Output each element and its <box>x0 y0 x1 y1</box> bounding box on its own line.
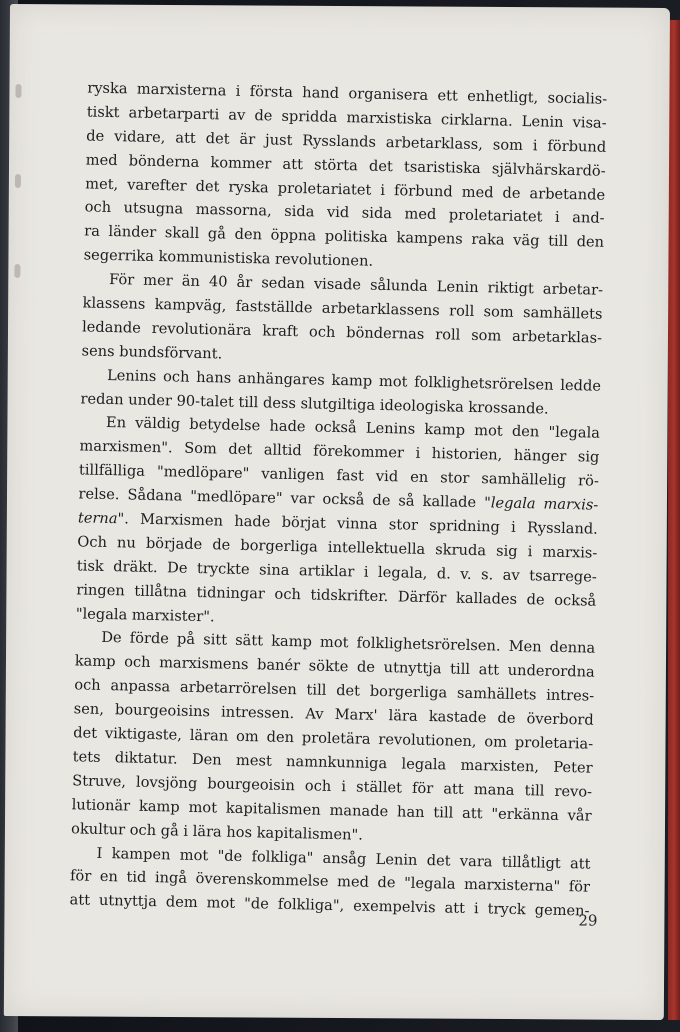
binding-hole <box>14 264 20 278</box>
text-line: med bönderna kommer att störta det tsaristiska självhärskardö- <box>85 151 606 180</box>
text-line: att utnyttja dem mot "de folkliga", exempelvis att i tryck gemen- <box>69 891 590 920</box>
text-line: ledande revolutionära kraft och böndernas roll som arbetarklas- <box>81 318 603 347</box>
text-line: ryska marxisterna i första hand organisera ett enhetligt, socialis- <box>87 79 608 108</box>
text-line: Struve, lovsjöng bourgeoisin och i stället för att mana till revo- <box>72 772 593 801</box>
page-sheet <box>4 4 670 1020</box>
text-line: tillfälliga "medlöpare" vanligen fast vid en stor samhällelig rö- <box>78 461 600 490</box>
text-line: sens bundsförvant. <box>81 342 223 363</box>
text-line: tiskt arbetarparti av de spridda marxistiska cirklarna. Lenin visa- <box>86 103 607 132</box>
text-line: Och nu började de borgerliga intellektuella skruda sig i marxis- <box>77 533 598 562</box>
text-line: och utsugna massorna, sida vid sida med proletariatet i and- <box>84 198 605 228</box>
text-line: relse. Sådana "medlöpare" var också de så kallade "legala marxis- <box>78 485 599 514</box>
binding-hole <box>15 174 21 188</box>
text-line: För mer än 40 år sedan visade sålunda Lenin riktigt arbetar- <box>108 271 604 299</box>
text-line: De förde på sitt sätt kamp mot folklighetsrörelsen. Men denna <box>101 629 596 658</box>
page-number: 29 <box>578 911 598 930</box>
text-line: marxismen". Som det alltid förekommer i historien, hänger sig <box>79 437 600 467</box>
text-line: sen, bourgeoisins intressen. Av Marx' lära kastade de överbord <box>73 700 594 729</box>
text-line: tisk dräkt. De tryckte sina artiklar i legala, d. v. s. av tsarrege- <box>76 557 597 586</box>
text-line: En väldig betydelse hade också Lenins kamp mot den "legala <box>105 414 601 443</box>
text-line: terna". Marxismen hade börjat vinna stor spridning i Ryssland. <box>77 509 598 538</box>
binding-holes <box>14 84 23 284</box>
text-line: Lenins och hans anhängares kamp mot folklighetsrörelsen ledde <box>106 366 602 395</box>
text-line: met, varefter det ryska proletariatet i förbund med de arbetande <box>85 174 606 204</box>
text-line: för en tid ingå överenskommelse med de "legala marxisterna" för <box>69 867 591 897</box>
binding-hole <box>15 84 21 98</box>
text-line: I kampen mot "de folkliga" ansåg Lenin det vara tillåtligt att <box>96 844 591 873</box>
text-line: tets diktatur. Den mest namnkunniga legala marxisten, Peter <box>72 748 593 777</box>
text-line: "legala marxister". <box>75 604 215 625</box>
text-line: ringen tillåtna tidningar och tidskrifter. Därför kallades de också <box>76 581 597 610</box>
text-line: redan under 90-talet till dess slutgiltiga ideologiska krossande. <box>80 389 549 418</box>
text-line: segerrika kommunistiska revolutionen. <box>83 246 374 270</box>
text-line: klassens kampväg, fastställde arbetarklassens roll som samhällets <box>82 294 603 323</box>
body-text <box>69 76 607 923</box>
text-line: det viktigaste, läran om den proletära revolutionen, om proletaria- <box>73 724 594 753</box>
text-line: kamp och marxismens banér sökte de utnyttja till att underordna <box>74 652 595 682</box>
text-line: lutionär kamp mot kapitalismen manade han till att "erkänna vår <box>71 796 592 825</box>
text-line: och anpassa arbetarrörelsen till det borgerliga samhällets intres- <box>74 676 595 705</box>
text-line: okultur och gå i lära hos kapitalismen". <box>70 819 364 844</box>
text-line: de vidare, att det är just Rysslands arbetarklass, som i förbund <box>86 127 607 156</box>
text-line: ra länder skall gå den öppna politiska kampens raka väg till den <box>84 222 605 252</box>
red-cover-edge <box>668 20 680 1020</box>
